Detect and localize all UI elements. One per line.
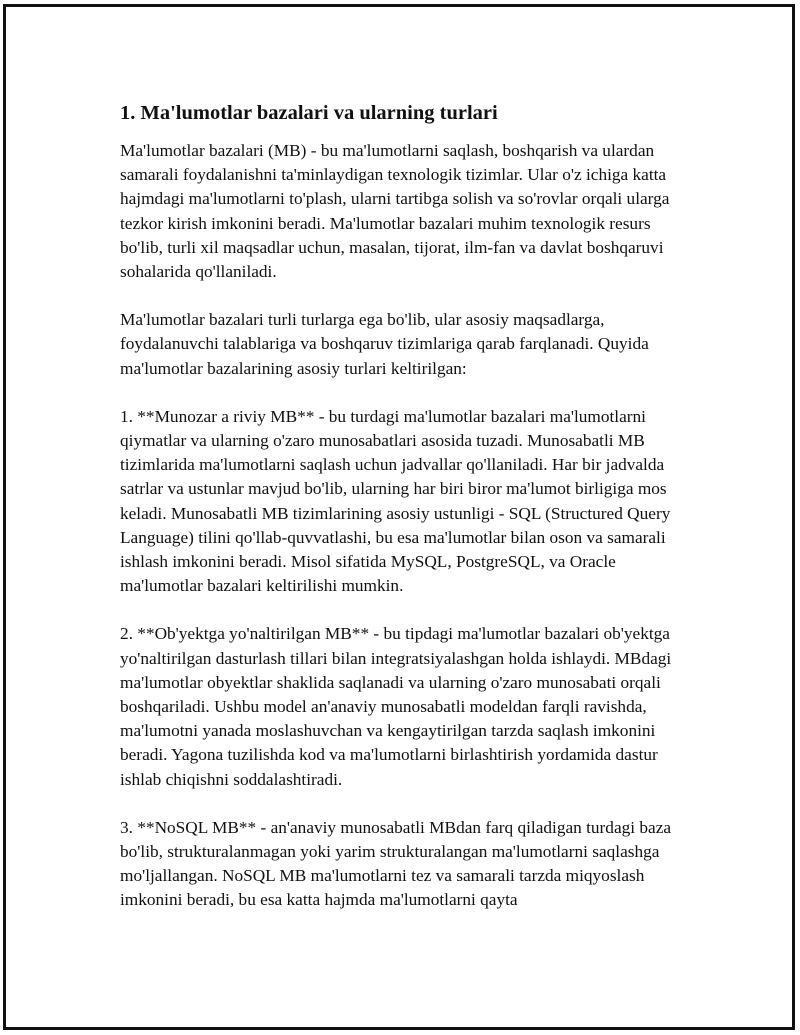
- paragraph-intro: Ma'lumotlar bazalari (MB) - bu ma'lumotlarni saqlash, boshqarish va ulardan samarali foydalanishni ta'minlaydigan texnologik tizimlar. Ular o'z ichiga katta hajmdagi ma'lumotlarni to'plash, ularni tartibga solish va so'rovlar orqali ularga tezkor kirish imkonini beradi. Ma'lumotlar bazalari muhim texnologik resurs bo'lib, turli xil maqsadlar uchun, masalan, tijorat, ilm-fan va davlat boshqaruvi sohalarida qo'llaniladi.: [120, 141, 670, 282]
- paragraph-object-oriented-db: 2. **Ob'yektga yo'naltirilgan MB** - bu tipdagi ma'lumotlar bazalari ob'yektga yo'naltirilgan dasturlash tillari bilan integratsiyalashgan holda ishlaydi. MBdagi ma'lumotlar obyektlar shaklida saqlanadi va ularning o'zaro munosabati orqali boshqariladi. Ushbu model an'anaviy munosabatli modeldan farqli ravishda, ma'lumotni yanada moslashuvchan va kengaytirilgan tarzda saqlash imkonini beradi. Yagona tuzilishda kod va ma'lumotlarni birlashtirish yordamida dastur ishlab chiqishni soddalashtiradi.: [120, 624, 672, 789]
- section-heading: 1. Ma'lumotlar bazalari va ularning turlari: [120, 102, 498, 124]
- paragraph-relational-db: 1. **Munozar a riviy MB** - bu turdagi ma'lumotlar bazalari ma'lumotlarni qiymatlar va ularning o'zaro munosabatlari asosida tuzadi. Munosabatli MB tizimlarida ma'lumotlarni saqlash uchun jadvallar qo'llaniladi. Har bir jadvalda satrlar va ustunlar mavjud bo'lib, ularning har biri biror ma'lumot birligiga mos keladi. Munosabatli MB tizimlarining asosiy ustunligi - SQL (Structured Query Language) tilini qo'llab-quvvatlashi, bu esa ma'lumotlar bilan oson va samarali ishlash imkonini beradi. Misol sifatida MySQL, PostgreSQL, va Oracle ma'lumotlar bazalari keltirilishi mumkin.: [120, 406, 671, 596]
- document-body: [120, 99, 692, 937]
- page-frame: [3, 4, 795, 1030]
- paragraph-types-overview: Ma'lumotlar bazalari turli turlarga ega bo'lib, ular asosiy maqsadlarga, foydalanuvchi talablariga va boshqaruv tizimlariga qarab farqlanadi. Quyida ma'lumotlar bazalarining asosiy turlari keltirilgan:: [120, 310, 649, 378]
- paragraph-nosql-db: 3. **NoSQL MB** - an'anaviy munosabatli MBdan farq qiladigan turdagi baza bo'lib, strukturalanmagan yoki yarim strukturalangan ma'lumotlarni saqlashga mo'ljallangan. NoSQL MB ma'lumotlarni tez va samarali tarzda miqyoslash imkonini beradi, bu esa katta hajmda ma'lumotlarni qayta: [120, 817, 672, 910]
